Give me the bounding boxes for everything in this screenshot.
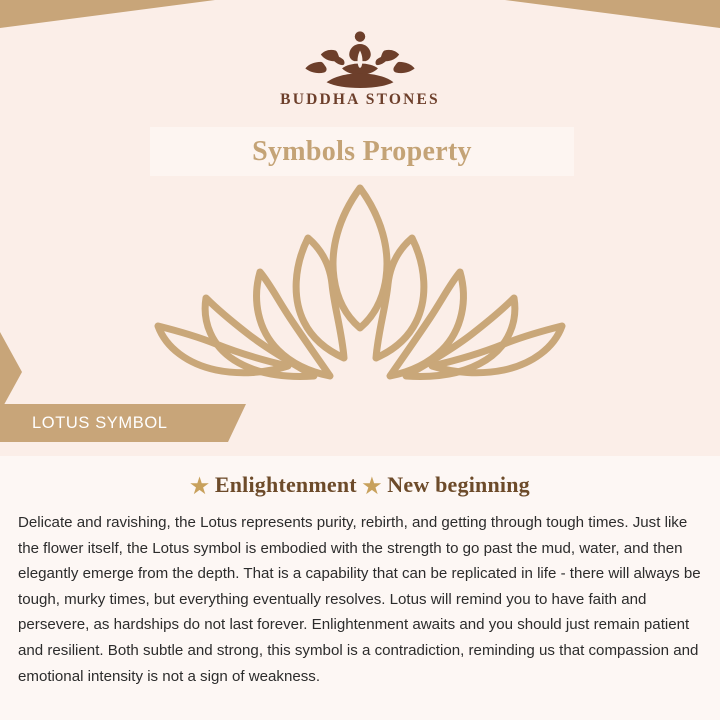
lotus-flower-icon: [140, 176, 580, 391]
subheading-new-beginning: New beginning: [387, 472, 530, 497]
content-subheading: [0, 472, 720, 499]
brand-logo-block: [0, 26, 720, 109]
header-section: [0, 0, 720, 182]
lotus-illustration: [0, 176, 720, 406]
description-paragraph: Delicate and ravishing, the Lotus represents purity, rebirth, and getting through tough times. Just like the flower itself, the Lotus symbol is embodied with the strength to go past the mud, water, and then elegantly emerge from the depth. That is a capability that can be replicated in life - there will always be tough, murky times, but everything eventually resolves. Lotus will remind you to have faith and persevere, as hardships do not last forever. Enlightenment awaits and you should just remain patient and resilient. Both subtle and strong, this symbol is a contradiction, reminding us that compassion and emotional intensity is not a sign of weakness.: [18, 514, 701, 685]
star-left-icon: ★: [190, 474, 210, 498]
description-panel: [0, 456, 720, 720]
brand-name: BUDDHA STONES: [280, 91, 440, 108]
subheading-enlightenment: Enlightenment: [214, 472, 357, 497]
lotus-meditation-figure-icon: [277, 26, 443, 88]
ribbon-tail-accent: [228, 404, 246, 442]
ribbon-label: LOTUS SYMBOL: [32, 413, 168, 432]
title-band: [150, 127, 574, 176]
lotus-symbol-ribbon: [0, 404, 228, 442]
star-right-icon: ★: [362, 474, 382, 498]
page-title: Symbols Property: [252, 135, 472, 167]
